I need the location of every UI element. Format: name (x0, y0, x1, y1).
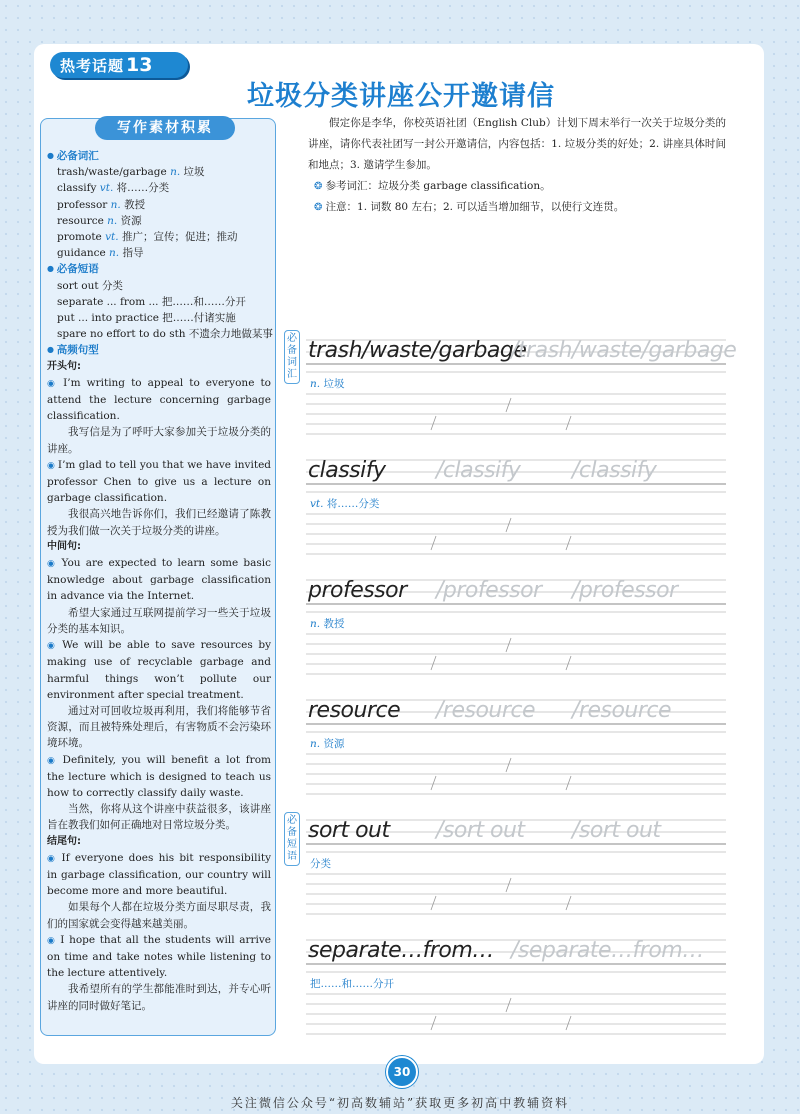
practice-meaning (310, 736, 344, 751)
trace-word: /trash/waste/garbage (511, 338, 737, 363)
slash-mark (566, 416, 571, 430)
vocab-pos: n. (107, 214, 121, 227)
vocab-heading: ● 必备词汇 (47, 148, 271, 164)
page-title: 垃圾分类讲座公开邀请信 (247, 81, 555, 112)
trace-word: /sort out (572, 818, 661, 843)
opening-label: 开头句: (47, 360, 81, 372)
slash-mark (506, 878, 511, 892)
sentence-en (47, 375, 271, 425)
hint-icon: ❂ (314, 202, 326, 213)
practice-pos: n. (310, 738, 324, 750)
slash-mark (566, 776, 571, 790)
slash-mark (506, 518, 511, 532)
phrase-text: put ... into practice (57, 312, 163, 325)
vocab-item (47, 245, 271, 261)
sentence-zh: 通过对可回收垃圾再利用，我们将能够节省资源，而且被特殊处理后，有害物质不会污染环境环境。 (47, 704, 271, 750)
sentence-zh: 我很高兴地告诉你们，我们已经邀请了陈教授为我们做一次关于垃圾分类的讲座。 (47, 508, 271, 537)
slash-mark (431, 1016, 436, 1030)
trace-word: /classify (572, 458, 657, 483)
bullet-icon: ◉ (47, 378, 64, 389)
slash-mark (506, 758, 511, 772)
practice-meaning-text: 垃圾 (323, 378, 345, 390)
slash-mark (431, 656, 436, 670)
practice-meaning-text: 教授 (323, 618, 345, 630)
practice-meaning (310, 976, 394, 991)
vocab-item (47, 180, 271, 196)
practice-block (306, 568, 726, 688)
practice-word: resource (308, 698, 401, 723)
vocab-word: resource (57, 214, 108, 227)
vocab-word: classify (57, 182, 100, 195)
slash-mark (431, 776, 436, 790)
sentence-en (47, 932, 271, 982)
vocab-word: promote (57, 231, 106, 244)
sentence-en-text: We will be able to save resources by making use of recyclable garbage and harmful things won’t pollute our environment after special treatment. (47, 639, 272, 701)
phrase-meaning: 把……付诸实施 (162, 312, 236, 325)
trace-word: /professor (572, 578, 678, 603)
vocab-meaning: 推广；宣传；促进；推动 (121, 231, 238, 244)
practice-pos: n. (310, 378, 324, 390)
trace-word: /resource (436, 698, 536, 723)
practice-word: trash/waste/garbage (308, 338, 527, 363)
practice-block (306, 448, 726, 568)
practice-meaning-text: 将……分类 (326, 498, 380, 510)
bullet-icon: ◉ (47, 755, 63, 766)
practice-meaning (310, 616, 344, 631)
practice-word: separate…from… (308, 938, 494, 963)
phrase-item (47, 326, 271, 342)
phrase-side-tag: 必备短语 (284, 812, 300, 866)
phrases-heading: ● 必备短语 (47, 261, 271, 277)
phrase-item (47, 294, 271, 310)
sentence-en (47, 850, 271, 900)
handwriting-practice (287, 328, 737, 1018)
sentence-en-text: I hope that all the students will arrive on time and take notes while listening to the lecture attentively. (47, 933, 271, 980)
bullet-icon: ◉ (47, 460, 58, 471)
practice-meaning-text: 把……和……分开 (310, 978, 394, 990)
sidebar-content (47, 148, 271, 1014)
vocab-pos: n. (110, 198, 125, 211)
sentence-en-text: I’m writing to appeal to everyone to attend the lecture concerning garbage classification. (47, 376, 271, 423)
practice-block (306, 688, 726, 808)
sentence-en (47, 555, 271, 605)
sentence-zh: 当然，你将从这个讲座中获益很多，该讲座旨在教我们如何正确地对日常垃圾分类。 (47, 803, 271, 832)
sentence-en (47, 752, 271, 802)
hint-icon: ❂ (314, 181, 326, 192)
practice-meaning-text: 资源 (323, 738, 345, 750)
vocab-list (47, 164, 271, 261)
phrase-text: spare no effort to do sth (57, 328, 189, 341)
vocab-item (47, 229, 271, 245)
vocab-item (47, 197, 271, 213)
ending-sentences (47, 850, 271, 1014)
ending-label: 结尾句: (47, 835, 81, 847)
phrase-meaning: 不遗余力地做某事 (188, 328, 273, 341)
practice-pos: vt. (310, 498, 327, 510)
bullet-icon: ◉ (47, 935, 61, 946)
bullet-icon: ◉ (47, 853, 62, 864)
vocab-pos: vt. (99, 182, 117, 195)
notice-note (308, 197, 726, 218)
topic-label: 热考话题 (60, 56, 125, 75)
ref-vocab-text: 参考词汇：垃圾分类 garbage classification。 (325, 180, 551, 192)
practice-pos: n. (310, 618, 324, 630)
slash-mark (431, 416, 436, 430)
ref-vocab-note (308, 176, 726, 197)
vocab-word: trash/waste/garbage (57, 166, 171, 179)
vocab-meaning: 将……分类 (116, 182, 170, 195)
vocab-side-tag: 必备词汇 (284, 330, 300, 384)
practice-word: classify (308, 458, 386, 483)
sentence-zh: 我写信是为了呼吁大家参加关于垃圾分类的讲座。 (47, 426, 271, 455)
phrase-item (47, 278, 271, 294)
sentences-heading: ● 高频句型 (47, 342, 271, 358)
sentence-en-text: I’m glad to tell you that we have invited professor Chen to give us a lecture on garbage classification. (47, 458, 272, 505)
practice-word: professor (308, 578, 407, 603)
sentence-en (47, 457, 271, 507)
slash-mark (506, 998, 511, 1012)
sidebar-title: 写作素材积累 (95, 116, 235, 140)
topic-tag (50, 52, 188, 78)
slash-mark (506, 638, 511, 652)
practice-block (306, 808, 726, 928)
bullet-icon: ◉ (47, 559, 62, 570)
topic-number: 13 (126, 54, 153, 76)
practice-meaning (310, 856, 331, 871)
slash-mark (566, 536, 571, 550)
phrase-meaning: 分类 (101, 279, 123, 292)
vocab-meaning: 教授 (124, 198, 146, 211)
vocab-item (47, 213, 271, 229)
vocab-word: professor (57, 198, 111, 211)
bullet-icon: ◉ (47, 641, 63, 652)
slash-mark (506, 398, 511, 412)
slash-mark (431, 536, 436, 550)
phrase-item (47, 310, 271, 326)
task-prompt: 假定你是李华，你校英语社团（English Club）计划下周末举行一次关于垃圾分类的讲座，请你代表社团写一封公开邀请信，内容包括：1. 垃圾分类的好处；2. 讲座具体时间和地点；3. 邀请学生参加。 (308, 117, 726, 171)
slash-mark (566, 1016, 571, 1030)
practice-meaning (310, 496, 379, 511)
phrase-list (47, 278, 271, 343)
page-number: 30 (386, 1056, 418, 1088)
sentence-zh: 希望大家通过互联网提前学习一些关于垃圾分类的基本知识。 (47, 606, 271, 635)
vocab-meaning: 指导 (122, 247, 144, 260)
practice-meaning-text: 分类 (310, 858, 331, 870)
sentence-en-text: You are expected to learn some basic knowledge about garbage classification in advance via the Internet. (47, 557, 272, 603)
practice-meaning (310, 376, 344, 391)
vocab-item (47, 164, 271, 180)
slash-mark (566, 656, 571, 670)
sentence-zh: 如果每个人都在垃圾分类方面尽职尽责，我们的国家就会变得越来越美丽。 (47, 901, 271, 930)
middle-label: 中间句: (47, 540, 81, 552)
footer-note: 关注微信公众号“初高数辅站”获取更多初高中教辅资料 (230, 1096, 570, 1110)
phrase-text: sort out (57, 279, 102, 292)
trace-word: /classify (436, 458, 521, 483)
vocab-pos: n. (170, 166, 184, 179)
phrase-text: separate ... from ... (57, 295, 162, 308)
practice-word: sort out (308, 818, 390, 843)
trace-word: /sort out (436, 818, 525, 843)
phrase-meaning: 把……和……分开 (161, 295, 246, 308)
slash-mark (431, 896, 436, 910)
sentence-zh: 我希望所有的学生都能准时到达，并专心听讲座的同时做好笔记。 (47, 983, 271, 1012)
opening-sentences (47, 375, 271, 539)
trace-word: /professor (436, 578, 542, 603)
sentence-en (47, 637, 271, 703)
practice-block (306, 328, 737, 448)
vocab-pos: n. (109, 247, 123, 260)
vocab-meaning: 垃圾 (183, 166, 205, 179)
trace-word: /resource (572, 698, 672, 723)
writing-task (308, 113, 726, 218)
slash-mark (566, 896, 571, 910)
vocab-pos: vt. (105, 231, 122, 244)
trace-word: /separate…from… (511, 938, 704, 963)
practice-block (306, 928, 726, 1048)
vocab-word: guidance (57, 247, 110, 260)
sentence-en-text: If everyone does his bit responsibility in garbage classification, our country will become more and more beautiful. (47, 851, 272, 898)
sentence-en-text: Definitely, you will benefit a lot from the lecture which is designed to teach us how to correctly classify daily waste. (47, 753, 271, 799)
notice-text: 注意：1. 词数 80 左右；2. 可以适当增加细节，以使行文连贯。 (325, 201, 625, 213)
middle-sentences (47, 555, 271, 833)
vocab-meaning: 资源 (120, 214, 142, 227)
